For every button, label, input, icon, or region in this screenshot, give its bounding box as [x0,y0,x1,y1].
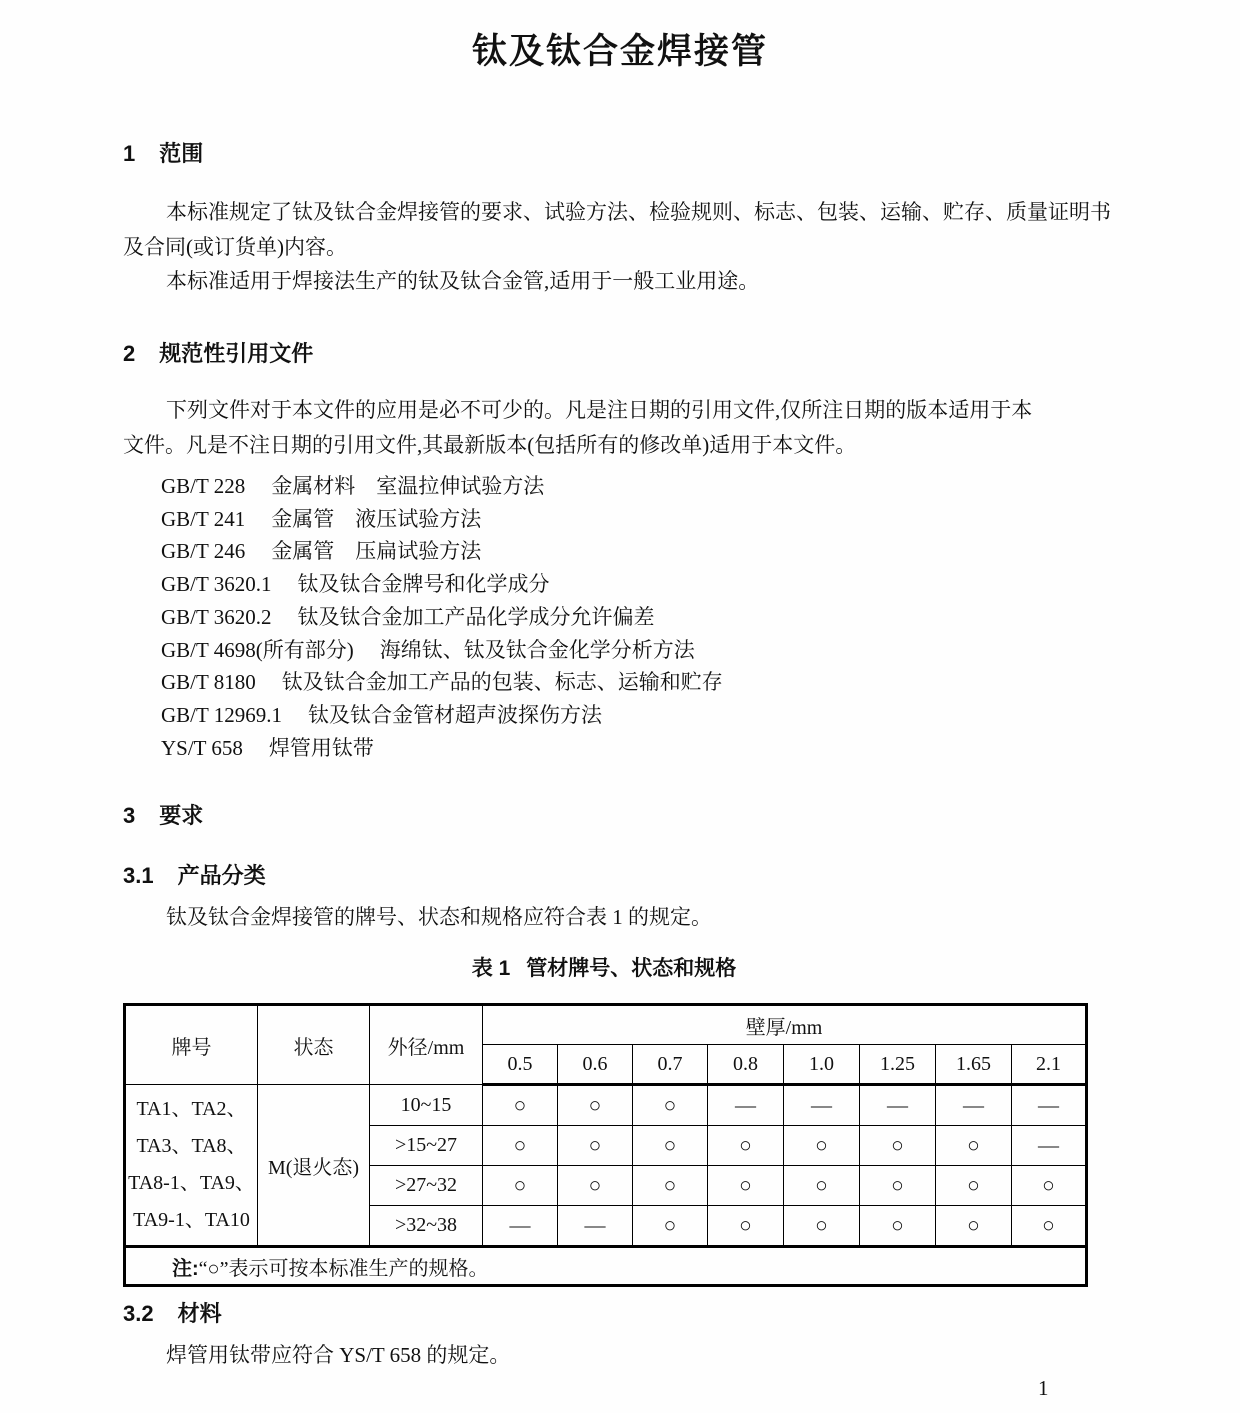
table-caption-label: 表 1 [471,957,511,980]
od-range-cell: 10~15 [370,1085,483,1126]
reference-desc: 焊管用钛带 [268,735,374,760]
reference-item [161,601,723,634]
reference-item [161,699,723,732]
page-title: 钛及钛合金焊接管 [471,32,768,71]
reference-item [161,732,723,765]
reference-code: YS/T 658 [161,735,243,760]
brand-cell [125,1085,258,1247]
spec-cell: ○ [784,1126,860,1166]
material-paragraph: 焊管用钛带应符合 YS/T 658 的规定。 [166,1343,511,1367]
spec-cell: — [708,1085,784,1126]
section-number: 3.2 [123,1301,154,1326]
reference-desc: 金属材料 室温拉伸试验方法 [271,474,545,498]
table-caption [123,952,1085,982]
section-number: 3 [123,803,136,828]
spec-cell: ○ [483,1166,558,1206]
section-title: 材料 [177,1301,222,1326]
spec-cell: — [936,1085,1012,1126]
section-title: 产品分类 [177,863,266,888]
od-range-cell: >15~27 [370,1126,483,1166]
section-3-1-heading [123,859,266,890]
reference-code: GB/T 246 [161,539,246,564]
spec-cell: ○ [633,1126,708,1166]
spec-cell: ○ [483,1126,558,1166]
brand-line: TA1、TA2、 [136,1098,247,1120]
spec-cell: ○ [708,1166,784,1206]
spec-cell: ○ [936,1166,1012,1206]
scope-paragraph-line: 及合同(或订货单)内容。 [123,235,347,259]
od-range-cell: >32~38 [370,1206,483,1247]
spec-cell: ○ [558,1126,633,1166]
table-note [125,1247,1087,1286]
thickness-col-header: 0.8 [708,1045,784,1085]
spec-cell: — [784,1085,860,1126]
thickness-col-header: 1.0 [784,1045,860,1085]
spec-cell: ○ [558,1085,633,1126]
reference-item [161,470,723,503]
page-number: 1 [1038,1376,1049,1400]
table-note-label: 注: [172,1257,199,1280]
spec-cell: — [860,1085,936,1126]
spec-cell: ○ [936,1206,1012,1247]
spec-cell: ○ [708,1206,784,1247]
brand-line: TA8-1、TA9、 [128,1172,255,1194]
reference-code: GB/T 8180 [161,670,256,695]
reference-desc: 海绵钛、钛及钛合金化学分析方法 [379,637,695,662]
references-intro-line: 下列文件对于本文件的应用是必不可少的。凡是注日期的引用文件,仅所注日期的版本适用于本 [166,398,1033,422]
spec-cell: ○ [860,1166,936,1206]
spec-cell: — [558,1206,633,1247]
section-3-2-heading [123,1297,222,1328]
reference-desc: 钛及钛合金牌号和化学成分 [297,572,550,597]
brand-line: TA3、TA8、 [136,1135,247,1157]
reference-desc: 金属管 压扁试验方法 [271,539,482,564]
reference-code: GB/T 241 [161,506,246,531]
state-cell: M(退火态) [258,1085,370,1247]
table-note-text: “○”表示可按本标准生产的规格。 [198,1257,489,1280]
spec-table [123,1003,1088,1287]
thickness-col-header: 2.1 [1012,1045,1087,1085]
reference-item [161,503,723,536]
scope-paragraph-line: 本标准适用于焊接法生产的钛及钛合金管,适用于一般工业用途。 [166,269,760,293]
section-title: 规范性引用文件 [159,341,314,366]
thickness-col-header: 0.7 [633,1045,708,1085]
header-state: 状态 [258,1005,370,1085]
reference-item [161,666,723,699]
reference-code: GB/T 228 [161,474,246,498]
spec-cell: ○ [558,1166,633,1206]
spec-cell: ○ [784,1206,860,1247]
reference-code: GB/T 3620.2 [161,604,272,629]
spec-cell: ○ [633,1166,708,1206]
section-1-heading [123,137,203,168]
section-title: 要求 [159,803,204,828]
reference-item [161,535,723,568]
thickness-col-header: 1.65 [936,1045,1012,1085]
section-number: 3.1 [123,863,154,888]
references-list [161,470,723,764]
spec-cell: ○ [784,1166,860,1206]
spec-cell: ○ [633,1206,708,1247]
spec-cell: ○ [633,1085,708,1126]
thickness-col-header: 0.6 [558,1045,633,1085]
reference-desc: 钛及钛合金加工产品的包装、标志、运输和贮存 [281,670,723,695]
section-title: 范围 [159,141,204,166]
header-od: 外径/mm [370,1005,483,1085]
spec-cell: ○ [1012,1206,1087,1247]
scope-paragraph-line: 本标准规定了钛及钛合金焊接管的要求、试验方法、检验规则、标志、包装、运输、贮存、质量证明书 [166,200,1111,224]
spec-cell: ○ [936,1126,1012,1166]
section-2-heading [123,337,313,368]
brand-line: TA9-1、TA10 [133,1209,250,1231]
thickness-col-header: 1.25 [860,1045,936,1085]
reference-desc: 钛及钛合金管材超声波探伤方法 [307,702,602,727]
spec-cell: ○ [1012,1166,1087,1206]
spec-cell: — [1012,1126,1087,1166]
thickness-col-header: 0.5 [483,1045,558,1085]
section-3-heading [123,799,203,830]
reference-item [161,568,723,601]
spec-cell: — [1012,1085,1087,1126]
reference-code: GB/T 4698(所有部分) [161,637,354,662]
reference-code: GB/T 3620.1 [161,572,272,597]
spec-cell: ○ [860,1126,936,1166]
spec-cell: ○ [708,1126,784,1166]
reference-code: GB/T 12969.1 [161,702,282,727]
table-caption-text: 管材牌号、状态和规格 [526,957,737,980]
reference-item [161,634,723,667]
classification-paragraph: 钛及钛合金焊接管的牌号、状态和规格应符合表 1 的规定。 [166,905,712,929]
header-wall-thickness: 壁厚/mm [483,1005,1087,1045]
spec-cell: — [483,1206,558,1247]
spec-table-wrapper [123,1003,1088,1287]
header-brand: 牌号 [125,1005,258,1085]
section-number: 1 [123,141,136,166]
od-range-cell: >27~32 [370,1166,483,1206]
reference-desc: 金属管 液压试验方法 [271,506,482,531]
reference-desc: 钛及钛合金加工产品化学成分允许偏差 [297,604,655,629]
references-intro-line: 文件。凡是不注日期的引用文件,其最新版本(包括所有的修改单)适用于本文件。 [123,433,857,457]
spec-cell: ○ [860,1206,936,1247]
spec-cell: ○ [483,1085,558,1126]
section-number: 2 [123,341,136,366]
